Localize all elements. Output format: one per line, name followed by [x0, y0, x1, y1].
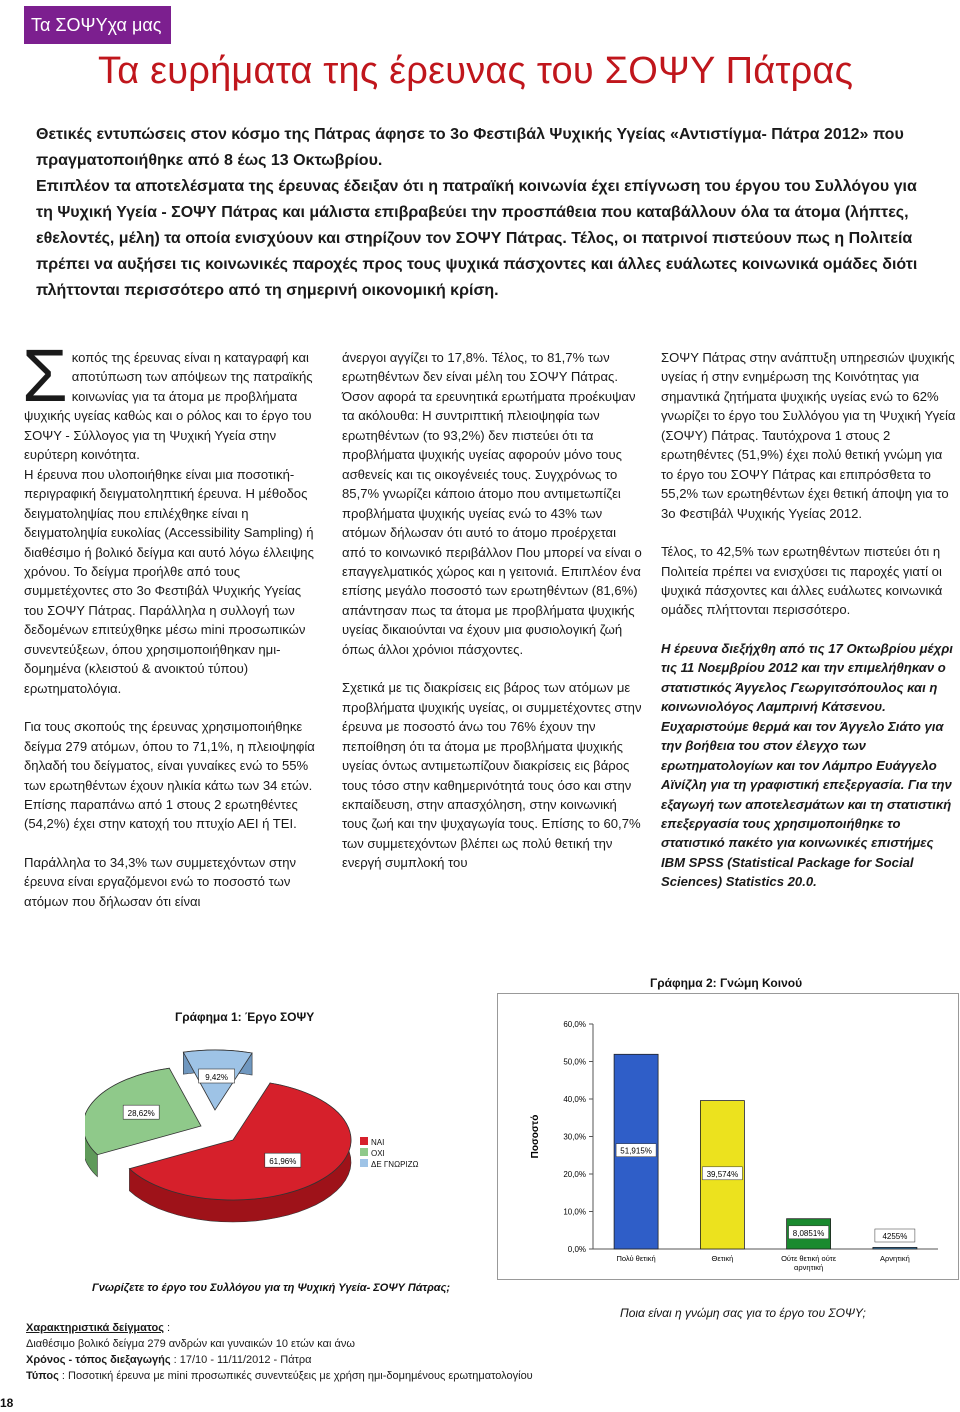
info-time: : 17/10 - 11/11/2012 - Πάτρα [170, 1354, 312, 1366]
col2-paragraph-1: άνεργοι αγγίζει το 17,8%. Τέλος, το 81,7% των ερωτηθέντων δεν είναι μέλη του ΣΟΨΥ Πάτρας. [342, 350, 618, 385]
bar-chart [498, 994, 958, 1279]
col3-paragraph-2: Τέλος, το 42,5% των ερωτηθέντων πιστεύει ότι η Πολιτεία πρέπει να ενισχύσει τις παροχές γιατί οι ψυχικά πάσχοντες και άλλες ευάλωτες κοινωνικά ομάδες πλήττονται περισσότερο. [661, 544, 943, 618]
pie-chart [85, 1000, 485, 1300]
info-label-sample: Χαρακτηριστικά δείγματος [26, 1322, 164, 1334]
y-tick-label: 20,0% [563, 1170, 586, 1179]
col1-paragraph-4: Παράλληλα το 34,3% των συμμετεχόντων στην έρευνα είναι εργαζόμενοι ενώ το ποσοστό των ατόμων που δήλωσαν ότι είναι [24, 854, 297, 909]
bar-chart-frame [497, 993, 959, 1280]
lead-paragraph [36, 122, 926, 304]
bar-data-label: 39,574% [706, 1169, 739, 1179]
info-label-type: Τύπος [26, 1370, 59, 1382]
info-label-time: Χρόνος - τόπος διεξαγωγής [26, 1354, 171, 1366]
lead-line-2: Επιπλέον τα αποτελέσματα της έρευνας έδειξαν ότι η πατραϊκή κοινωνία έχει επίγνωση του έργου του Συλλόγου για τη Ψυχική Υγεία - ΣΟΨΥ Πάτρας και μάλιστα επιβραβεύει την προσπάθεια που καταβάλλουν όλα τα άτομα (λήπτες, εθελοντές, μέλη) τα οποία ενισχύουν και στηρίζουν τον ΣΟΨΥ Πάτρας. Τέλος, οι πατρινοί πιστεύουν πως η Πολιτεία πρέπει να αυξήσει τις κοινωνικές παροχές προς τους ψυχικά πάσχοντες και άλλες ευάλωτες κοινωνικά ομάδες διότι πλήττονται περισσότερο από τη σημερινή οικονομική κρίση. [36, 178, 918, 299]
col2-paragraph-2: Όσον αφορά τα ερευνητικά ερωτήματα προέκυψαν τα ακόλουθα: Η συντριπτική πλειοψηφία των ερωτηθέντων (το 93,2%) δεν πιστεύει ότι τα προβλήματα ψυχικής υγείας αφορούν μόνο τους ασθενείς και τις οικογένειές τους. Συγχρόνως το 85,7% γνωρίζει κάποιο άτομο που αντιμετωπίζει προβλήματα ψυχικής υγείας ενώ το 43% των ατόμων δήλωσαν ότι αυτό το άτομο προέρχεται από το κοινωνικό περιβάλλον Που μπορεί να είναι ο επαγγελματικός χώρος και η γειτονιά. Επιπλέον ένα επίσης μεγάλο ποσοστό των ερωτηθέντων (81,6%) απάντησαν πως τα άτομα με προβλήματα ψυχικής υγείας δικαιούνται να έχουν μια φυσιολογική ζωή όπως άλλοι χρόνιοι πάσχοντες. [342, 388, 642, 657]
pie-data-label: 61,96% [269, 1157, 297, 1167]
pie-data-label: 28,62% [127, 1109, 155, 1119]
info-sep: : [163, 1322, 171, 1334]
y-tick-label: 30,0% [563, 1132, 586, 1142]
pie-legend [360, 1137, 419, 1170]
chart2-caption: Ποια είναι η γνώμη σας για το έργο του ΣΟΨΥ; [620, 1306, 866, 1320]
lead-line-1: Θετικές εντυπώσεις στον κόσμο της Πάτρας άφησε το 3ο Φεστιβάλ Ψυχικής Υγείας «Αντιστίγμα- Πάτρα 2012» που πραγματοποιήθηκε από 8 έως 13 Οκτωβρίου. [36, 126, 904, 169]
bar [873, 1247, 917, 1249]
bar-data-label: 8,0851% [792, 1228, 825, 1238]
legend-item-no: ΟΧΙ [360, 1148, 419, 1159]
col3-paragraph-3: Η έρευνα διεξήχθη από τις 17 Οκτωβρίου μέχρι τις 11 Νοεμβρίου 2012 και την επιμελήθηκαν ο στατιστικός Άγγελος Γεωργιτσόπουλος και η κοινωνιολόγος Λαμπρινή Κάτσενου. Ευχαριστούμε θερμά και τον Άγγελο Σιάτο για την βοήθεια του στον έλεγχο των ερωτηματολογίων και τον Λάμπρο Ευάγγελο Αϊνίζλη για τη γραφιστική επεξεργασία. Για την εξαγωγή των αποτελεσμάτων και τη στατιστική επεξεργασία τους χρησιμοποιήθηκε το στατιστικό πακέτο για κοινωνικές επιστήμες IBM SPSS (Statistical Package for Social Sciences) Statistics 20.0. [661, 640, 953, 890]
bar-data-label: 4255% [882, 1232, 908, 1241]
chart1-title: Γράφημα 1: Έργο ΣΟΨΥ [175, 1010, 315, 1024]
column-3 [661, 348, 956, 892]
chart1-caption: Γνωρίζετε το έργο του Συλλόγου για τη Ψυχική Υγεία- ΣΟΨΥ Πάτρας; [92, 1282, 451, 1294]
col3-paragraph-1: ΣΟΨΥ Πάτρας στην ανάπτυξη υπηρεσιών ψυχικής υγείας ή στην ενημέρωση της Κοινότητας για σημαντικά ζητήματα ψυχικής υγείας ενώ το 62% γνωρίζει το έργο του Συλλόγου για τη Ψυχική Υγεία (ΣΟΨΥ) Πάτρας. Ταυτόχρονα 1 στους 2 ερωτηθέντες (51,9%) έχει πολύ θετική γνώμη για το έργο του ΣΟΨΥ Πάτρας και επιπρόσθετα το 55,2% των ερωτηθέντων έχει θετική άποψη για το 3ο Φεστιβάλ Ψυχικής Υγείας 2012. [661, 350, 956, 521]
col2-paragraph-3: Σχετικά με τις διακρίσεις εις βάρος των ατόμων με προβλήματα ψυχικής υγείας, οι συμμετέχοντες στην έρευνα με ποσοστό άνω του 76% έχουν την πεποίθηση ότι τα άτομα με προβλήματα ψυχικής υγείας όντως αντιμετωπίζουν διακρίσεις εις βάρος τους τόσο στην καθημερινότητά τους όσο και στην εκπαίδευση, στην απασχόληση, στην κοινωνική τους ζωή και την ψυχαγωγία τους. Επίσης το 60,7% των συμμετεχόντων βλέπει ως πολύ θετική την ενεργή συμπλοκή του [342, 680, 642, 871]
x-tick-label: Ούτε θετική ούτε [781, 1254, 837, 1263]
y-tick-label: 50,0% [563, 1057, 586, 1067]
y-tick-label: 40,0% [563, 1095, 586, 1104]
page-number: 18 [0, 1396, 14, 1410]
info-type: : Ποσοτική έρευνα με mini προσωπικές συνεντεύξεις με χρήση ημι-δομημένους ερωτηματολογίου [58, 1370, 533, 1382]
x-tick-label: αρνητική [794, 1263, 824, 1272]
x-tick-label: Αρνητική [880, 1254, 910, 1263]
col1-paragraph-2: Η έρευνα που υλοποιήθηκε είναι μια ποσοτική- περιγραφική δειγματοληπτική έρευνα. Η μέθοδος δειγματοληψίας που επιλέχθηκε είναι η δειγματοληψία ευκολίας (Accessibility Sampling) ή διαθέσιμο ή βολικό δείγμα και αυτό λόγω έλλειψης χρόνου. Το δείγμα προήλθε από τους συμμετέχοντες στο 3ο Φεστιβάλ Ψυχικής Υγείας του ΣΟΨΥ Πάτρας. Παράλληλα η συλλογή των δεδομένων επιτεύχθηκε μέσω mini προσωπικών συνεντεύξεων, όπου χρησιμοποιήθηκαν ημι-δομημένα (κλειστού & ανοικτού τύπου) ερωτηματολόγια. [24, 466, 314, 696]
legend-item-dont-know: ΔΕ ΓΝΩΡΙΖΩ [360, 1159, 419, 1170]
x-tick-label: Θετική [711, 1254, 734, 1263]
drop-cap: Σ [22, 334, 68, 417]
page-title: Τα ευρήματα της έρευνας του ΣΟΨΥ Πάτρας [98, 50, 854, 92]
bar-data-label: 51,915% [620, 1146, 652, 1156]
sample-info [26, 1320, 533, 1384]
chart2-title: Γράφημα 2: Γνώμη Κοινού [650, 976, 803, 990]
y-tick-label: 0,0% [567, 1245, 586, 1254]
col1-paragraph-1: κοπός της έρευνας είναι η καταγραφή και αποτύπωση των απόψεων της πατραϊκής κοινωνίας για τα άτομα με προβλήματα ψυχικής υγείας καθώς και ο ρόλος και το έργο του ΣΟΨΥ - Σύλλογος για τη Ψυχική Υγεία στην ευρύτερη κοινότητα. [24, 350, 313, 463]
column-1 [22, 334, 324, 911]
y-axis-label: Ποσοστό [530, 1114, 541, 1159]
y-tick-label: 60,0% [563, 1020, 586, 1029]
col1-paragraph-3: Για τους σκοπούς της έρευνας χρησιμοποιήθηκε δείγμα 279 ατόμων, όπου το 71,1%, η πλειοψηφία δηλαδή του δείγματος, είναι γυναίκες ενώ το 55% των ερωτηθέντων έχουν ηλικία κάτω των 34 ετών. Επίσης παραπάνω από 1 στους 2 ερωτηθέντες (54,2%) έχει στην κατοχή του πτυχίο ΑΕΙ ή ΤΕΙ. [24, 719, 315, 832]
column-2 [342, 348, 642, 873]
y-tick-label: 10,0% [563, 1207, 586, 1217]
pie-data-label: 9,42% [205, 1073, 228, 1082]
x-tick-label: Πολύ θετική [616, 1254, 656, 1263]
section-tag: Τα ΣΟΨΥχα μας [24, 6, 171, 44]
legend-item-yes: ΝΑΙ [360, 1137, 419, 1148]
info-sample: Διαθέσιμο βολικό δείγμα 279 ανδρών και γυναικών 10 ετών και άνω [26, 1338, 355, 1350]
